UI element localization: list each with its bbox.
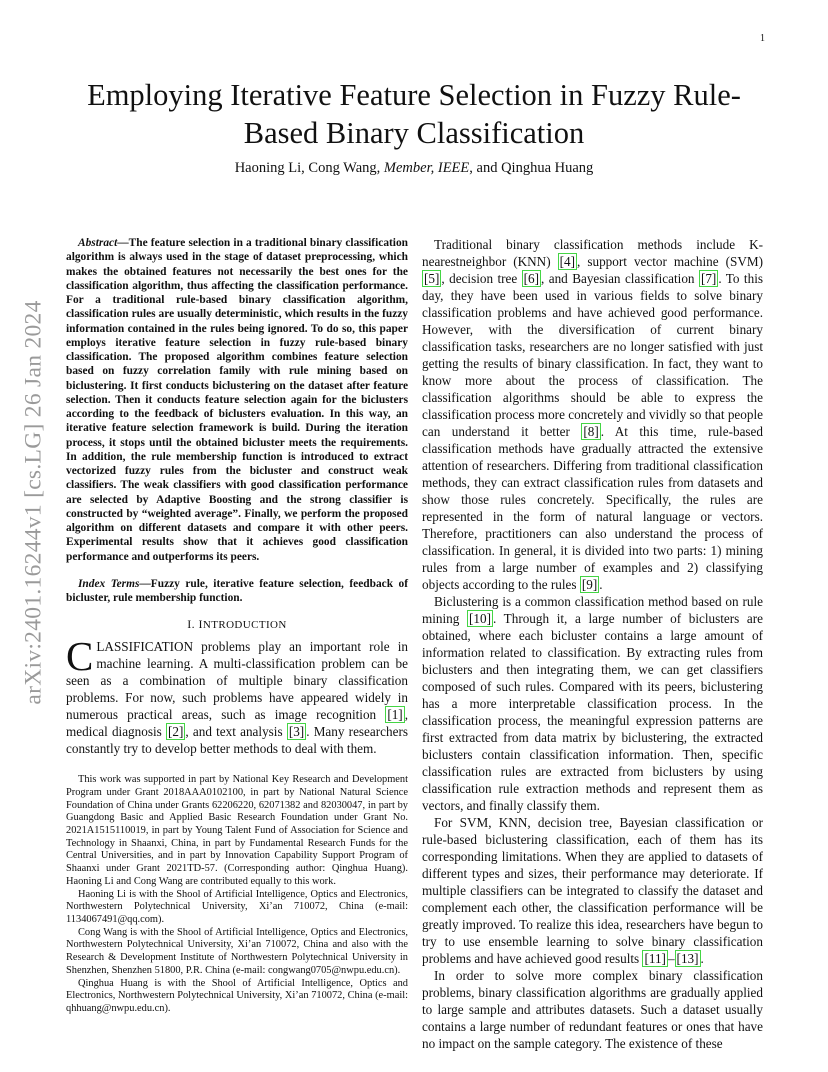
- paper-title: Employing Iterative Feature Selection in Fuzzy Rule-Based Binary Classification: [87, 78, 741, 150]
- footnote-affiliation-li: Haoning Li is with the Shool of Artificial Intelligence, Optics and Electronics, Northwestern Polytechnical University, Xi’an 710072, China (e-mail: 1134067491@qq.com).: [66, 888, 408, 925]
- abstract-text: —The feature selection in a traditional binary classification algorithm is always used in the stage of dataset preprocessing, which makes the obtained features not necessarily the best ones for the classification algorithm, thus affecting the classification performance. For a traditional rule-based binary classification algorithm, classification rules are usually deterministic, which results in the fuzzy information contained in the rules being ignored. To do so, this paper employs iterative feature selection in fuzzy rule-based binary classification. The proposed algorithm combines feature selection based on fuzzy correlation family with rule mining based on biclustering. It first conducts biclustering on the dataset after feature selection. Then it conducts feature selection again for the biclusters according to the feedback of biclusters evaluation. In this way, an iterative feature selection framework is build. During the iteration process, it stops until the obtained bicluster meets the requirements. In addition, the rule membership function is introduced to extract vectorized fuzzy rules from the bicluster and construct weak classifiers. The weak classifiers with good classification performance are selected by Adaptive Boosting and the strong classifier is constructed by “weighted average”. Finally, we perform the proposed algorithm on different datasets and compare it with other peers. Experimental results show that it achieves good classification performance and outperforms its peers.: [66, 237, 408, 563]
- arxiv-id-text: arXiv:2401.16244v1 [cs.LG] 26 Jan 2024: [20, 299, 47, 705]
- author-names: Haoning Li, Cong Wang,: [234, 160, 384, 176]
- citation-link[interactable]: [13]: [676, 951, 699, 966]
- arxiv-identifier-stamp: [12, 262, 56, 742]
- right-column: [422, 236, 763, 1052]
- abstract-label: Abstract: [78, 237, 118, 249]
- footnote-funding: This work was supported in part by National Key Research and Development Program under Grant 2018AAA0102100, in part by National Natural Science Foundation of China under Grants 62206220, 62071382 and 82030047, in part by Guangdong Basic and Applied Basic Research Foundation under Grant No. 2021A1515110019, in part by Young Talent Fund of Association for Science and Technology in Shaanxi, China, in part by Fundamental Research Funds for the Central Universities, and in part by Innovation Capability Support Program of Shaanxi under Grant 2021TD-57. (Corresponding author: Qinghua Huang). Haoning Li and Cong Wang are contributed equally to this work.: [66, 774, 408, 887]
- dropcap-letter: C: [66, 633, 94, 680]
- citation-link[interactable]: [11]: [644, 951, 666, 966]
- citation-link[interactable]: [5]: [424, 271, 440, 286]
- body-paragraph: Biclustering is a common classification method based on rule mining [10] . Through it, a large number of biclusters are obtained, where each bicluster contains a large amount of information related to classification. By extracting rules from biclusters and then integrating them, we can get classifiers composed of such rules. Compared with its peers, biclustering has a more interpretable classification process. In the classification process, the meaningful expression patterns are first extracted from data matrix by biclustering, the extracted biclusters contain classification information. Then, specific classification rules are extracted from biclusters by using classification rule extraction methods and represent them as vectors, and finally classify them.: [422, 594, 763, 813]
- left-column: [66, 236, 408, 1016]
- footnotes: [66, 774, 408, 1015]
- citation-link[interactable]: [6]: [523, 271, 540, 286]
- citation-link[interactable]: [4]: [559, 254, 576, 269]
- citation-link[interactable]: [3]: [288, 724, 305, 740]
- citation-link[interactable]: [9]: [581, 577, 598, 592]
- body-paragraph: For SVM, KNN, decision tree, Bayesian classification or rule-based biclustering classification, each of them has its corresponding limitations. When they are applied to datasets of different types and sizes, their performance may deteriorate. If multiple classifiers can be integrated to classify the dataset and complement each other, the classification performance will be greatly improved. To realize this idea, researchers have begun to try to use ensemble learning to solve binary classification problems and have achieved good results [11] – [13] .: [422, 815, 763, 966]
- index-terms-label: Index Terms: [78, 577, 140, 590]
- intro-paragraph: CLASSIFICATION problems play an important role in machine learning. A multi-classification problem can be seen as a combination of multiple binary classification problems. For now, such problems have appeared widely in numerous practical areas, such as image recognition [1] , medical diagnosis [2] , and text analysis [3] . Many researchers constantly try to develop better methods to deal with them.: [66, 633, 408, 757]
- abstract: [66, 236, 408, 564]
- page-number: 1: [760, 33, 765, 44]
- citation-link[interactable]: [8]: [583, 424, 599, 439]
- index-terms-text: —Fuzzy rule, iterative feature selection, feedback of bicluster, rule membership function.: [66, 577, 408, 604]
- index-terms: [66, 577, 408, 606]
- citation-link[interactable]: [10]: [469, 611, 491, 626]
- author-membership: Member, IEEE: [383, 160, 470, 176]
- author-names-tail: , and Qinghua Huang: [469, 160, 594, 176]
- citation-link[interactable]: [2]: [167, 724, 184, 740]
- citation-link[interactable]: [7]: [700, 271, 717, 286]
- author-list: [60, 158, 768, 178]
- section-heading-introduction: I. INTRODUCTION: [187, 617, 287, 632]
- body-paragraph: In order to solve more complex binary classification problems, binary classification algorithms are gradually applied to large sample and attributes datasets. Such a dataset usually contains a large number of redundant features or ones that have no impact on the sample category. The existence of these: [422, 968, 763, 1051]
- footnote-affiliation-wang: Cong Wang is with the Shool of Artificial Intelligence, Optics and Electronics, Northwestern Polytechnical University, Xi’an 710072, China and also with the Research & Development Institute of Northwestern Polytechnical University in Shenzhen, Shenzhen 51800, P.R. China (e-mail: congwang0705@nwpu.edu.cn).: [66, 926, 408, 976]
- citation-link[interactable]: [1]: [387, 707, 403, 723]
- footnote-affiliation-huang: Qinghua Huang is with the Shool of Artificial Intelligence, Optics and Electronics, Northwestern Polytechnical University, Xi’an 710072, China (e-mail: qhhuang@nwpu.edu.cn).: [66, 977, 408, 1014]
- body-paragraph: Traditional binary classification methods include K-nearestneighbor (KNN) [4] , support vector machine (SVM) [5] , decision tree [6] , and Bayesian classification [7] . To this day, they have been used in various fields to solve binary classification problems and have achieved good performance. However, with the diversification of current binary classification tasks, researchers are no longer satisfied with just getting the results of binary classification. In fact, they want to know more about the process of classification. The classification algorithms should be able to express the classification process more concretely and vividly so that people can understand it better [8] . At this time, rule-based classification methods have gradually attracted the extensive attention of researchers. Differing from traditional classification methods, they can extract classification rules from datasets and show those rules concretely. Specifically, the rules are represented in the form of natural language or vectors. Therefore, practitioners can also understand the process of classification. In general, it is divided into two parts: 1) mining rules from a large number of examples and 2) classifying objects according to the rules [9] .: [422, 237, 763, 592]
